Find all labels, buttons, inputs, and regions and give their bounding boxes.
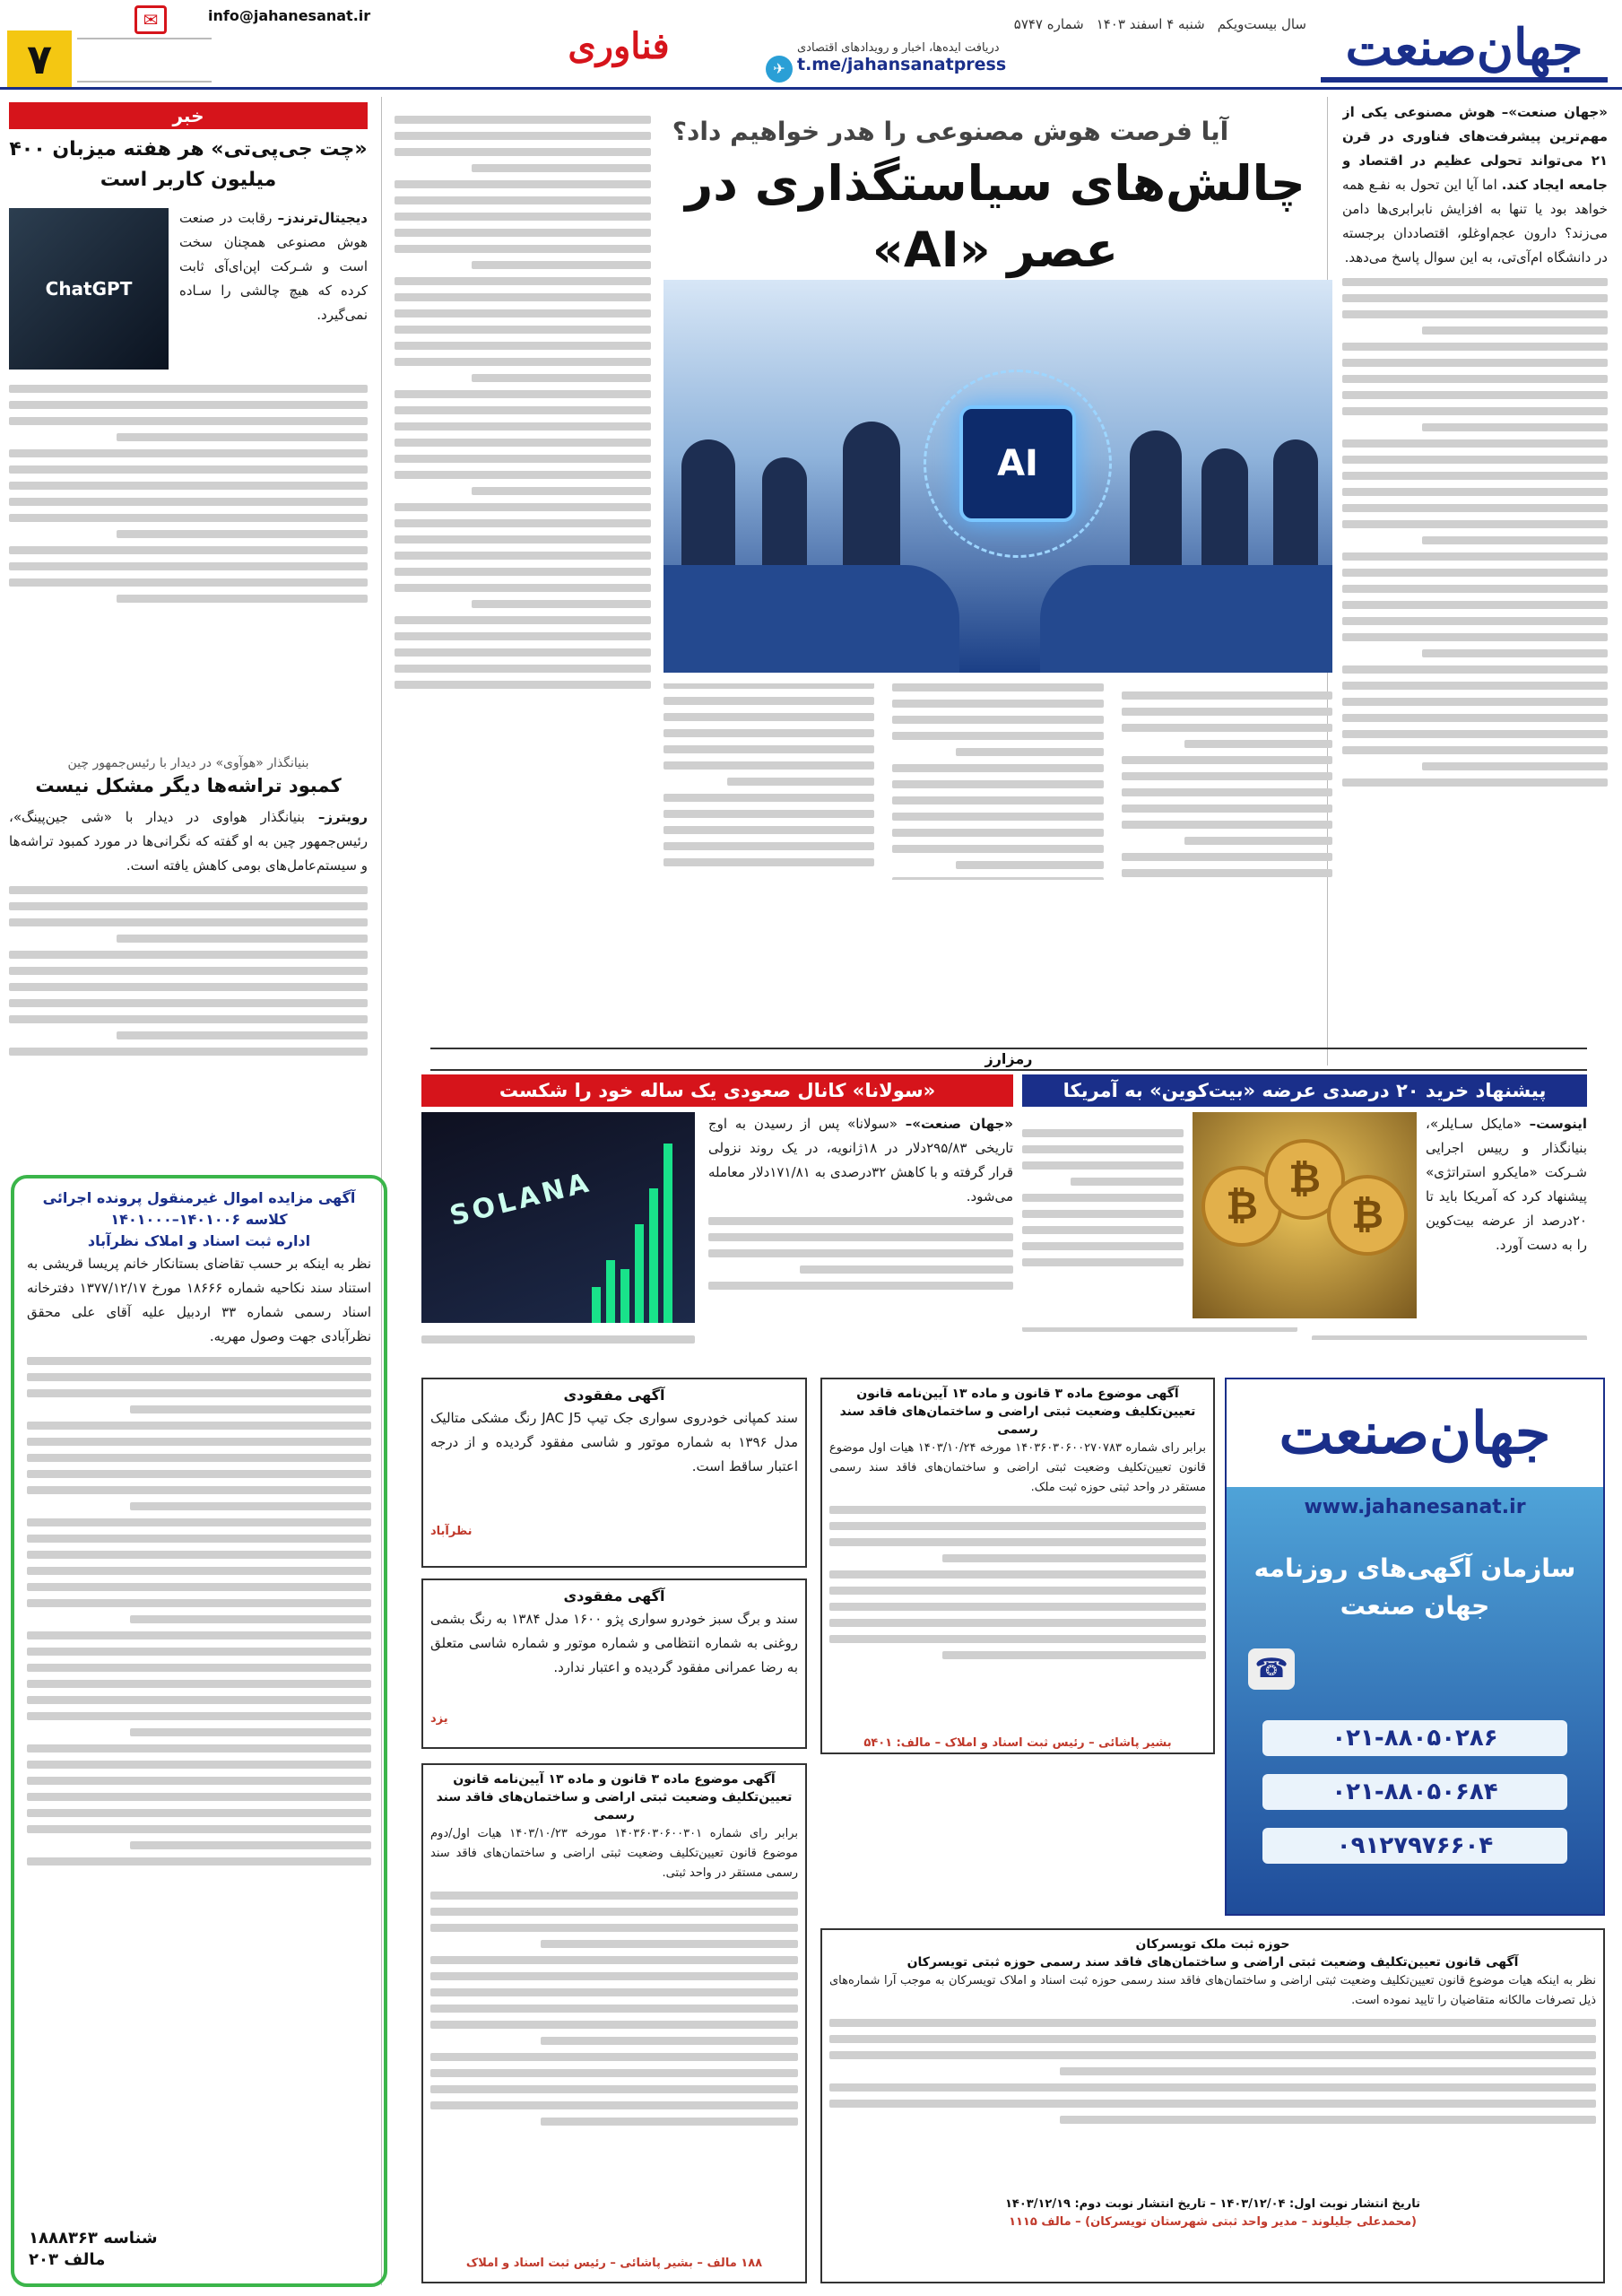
lead-body: اما آیا این تحول به نفـع همه خواهد بود یا تنها به افزایش نابرابری‌ها دامن می‌زند؟ دارون عجم‌اوغلو، اقتصاددان برجسته در دانشگاه ام‌آی‌تی، به این سوال پاسخ می‌دهد. bbox=[1342, 177, 1608, 265]
law-notice-1-signature: بشیر پاشائی – رئیس ثبت اسناد و املاک – مالف: ۵۴۰۱ bbox=[863, 1736, 1172, 1750]
auction-ad-body bbox=[27, 1252, 371, 2203]
ai-hero-image bbox=[664, 280, 1332, 673]
story-kicker: آیا فرصت هوش مصنوعی را هدر خواهیم داد؟ bbox=[672, 117, 1229, 146]
issue-year: سال بیست‌ویکم bbox=[1217, 16, 1306, 32]
law-notice-2-signature: ۱۸۸ مالف – بشیر پاشائی – رئیس ثبت اسناد و املاک bbox=[465, 2257, 763, 2270]
solana-lead bbox=[708, 1112, 1013, 1363]
story-headline: چالش‌های سیاستگذاری در عصر «AI» bbox=[685, 155, 1305, 278]
solana-lead-text: «سولانا» پس از رسیدن به اوج تاریخی ۲۹۵/۸۳دلار در ۱۸ژانویه، در یک روند نزولی قرار گرفته و با کاهش ۳۲درصدی به ۱۷۱/۸۱دلار معامله می‌شود. bbox=[708, 1116, 1013, 1205]
issue-number: شماره ۵۷۴۷ bbox=[1013, 16, 1084, 32]
page-number: ۷ bbox=[7, 30, 72, 88]
law-notice-2-text: برابر رای شماره ۱۴۰۳۶۰۳۰۶۰۰۳۰۱ مورخه ۱۴۰۳/۱۰/۲۳ هیات اول/دوم موضوع قانون تعیین‌تکلیف وضعیت ثبتی اراضی و ساختمان‌های فاقد سند رسمی مستقر در واحد ثبتی. bbox=[430, 1827, 798, 1880]
mail-icon: ✉ bbox=[134, 5, 167, 34]
lost-notice-2-body: سند و برگ سبز خودرو سواری پژو ۱۶۰۰ مدل ۱۳۸۴ به رنگ بشمی روغنی به شماره انتظامی و شماره موتور و شماره شاسی متعلق به رضا عمرانی مفقود گردیده و اعتبار ندارد. bbox=[430, 1611, 798, 1675]
lost-notice-1-body: سند کمپانی خودروی سواری جک تیپ JAC J5 رنگ مشکی متالیک مدل ۱۳۹۶ به شماره موتور و شاسی مفقود گردیده و از درجه اعتبار ساقط است. bbox=[430, 1410, 798, 1474]
lead-intro: «جهان صنعت»– هوش مصنوعی یکی از مهم‌ترین پیشرفت‌های فناوری در قرن ۲۱ می‌تواند تحولی عظیم در اقتصاد و جامعه ایجاد کند. bbox=[1342, 104, 1608, 193]
news-subtitle: بنیانگذار «هوآوی» در دیدار با رئیس‌جمهور چین bbox=[67, 756, 309, 770]
auction-ad-title: آگهی مزایده اموال غیرمنقول پرونده اجرائی کلاسه ۱۴۰۱۰۰۶–۱۴۰۱۰۰۰ bbox=[42, 1189, 356, 1228]
auction-ad-code bbox=[29, 2228, 158, 2271]
bitcoin-body-2 bbox=[1022, 1121, 1184, 1363]
news-lead bbox=[179, 206, 368, 373]
news-source-2: رویترز– bbox=[317, 809, 368, 825]
auction-ad bbox=[11, 1175, 387, 2287]
telegram-link[interactable]: t.me/jahansanatpress bbox=[797, 55, 1007, 74]
circuit-decoration bbox=[77, 38, 212, 83]
law-notice-2-title: آگهی موضوع ماده ۳ قانون و ماده ۱۳ آیین‌نامه قانون تعیین‌تکلیف وضعیت ثبتی اراضی و ساختمان‌های فاقد سند رسمی bbox=[436, 1772, 793, 1822]
phone-icon: ☎ bbox=[1248, 1648, 1295, 1690]
solana-chart-image bbox=[421, 1112, 695, 1323]
ai-chip-icon: AI bbox=[959, 405, 1076, 522]
promo-phone-3[interactable]: ۰۹۱۲۷۹۷۶۶۰۴ bbox=[1262, 1828, 1567, 1864]
masthead-divider bbox=[0, 87, 1622, 90]
law-notice-1-body bbox=[829, 1439, 1206, 1735]
auction-ad-text: نظر به اینکه بر حسب تقاضای بستانکار خانم پریسا قریشی به استناد سند نکاحیه شماره ۱۸۶۶۶ مورخ ۱۳۷۷/۱۲/۱۷ دفترخانه اسناد رسمی شماره ۳۳ اردبیل علیه آقای علی محقق نظرآبادی جهت وصول مهریه. bbox=[27, 1256, 371, 1344]
news-header: خبر bbox=[9, 102, 368, 129]
story-body bbox=[664, 683, 1332, 1042]
auction-ad-mulf: مالف ۲۰۳ bbox=[29, 2250, 106, 2269]
bitcoin-headline: پیشنهاد خرید ۲۰ درصدی عرضه «بیت‌کوین» به آمریکا bbox=[1022, 1074, 1587, 1107]
issue-meta bbox=[930, 16, 1306, 36]
news-lead-text: رقابت در صنعت هوش مصنوعی همچنان سخت است و شـرکت اپن‌ای‌آی ثابت کرده که هیچ چالشی را سـاده نمی‌گیرد. bbox=[179, 210, 368, 323]
bitcoin-icon: ₿ bbox=[1264, 1139, 1345, 1220]
tuyserkan-dates: تاریخ انتشار نوبت اول: ۱۴۰۳/۱۲/۰۴ – تاریخ انتشار نوبت دوم: ۱۴۰۳/۱۲/۱۹ bbox=[1004, 2197, 1421, 2211]
bitcoin-source: اینوست– bbox=[1529, 1116, 1587, 1132]
law-notice-1-text: برابر رای شماره ۱۴۰۳۶۰۳۰۶۰۰۲۷۰۷۸۳ مورخه ۱۴۰۳/۱۰/۲۴ هیات اول موضوع قانون تعیین‌تکلیف وضعیت ثبتی اراضی و ساختمان‌های فاقد سند رسمی مستقر در واحد ثبتی حوزه ثبت ملک. bbox=[829, 1441, 1206, 1494]
promo-org: سازمان آگهی‌های روزنامه جهان صنعت bbox=[1253, 1553, 1576, 1621]
chatgpt-image: ChatGPT bbox=[9, 208, 169, 370]
section-title: فناوری bbox=[568, 25, 670, 67]
law-notice-1-title: آگهی موضوع ماده ۳ قانون و ماده ۱۳ آیین‌نامه قانون تعیین‌تکلیف وضعیت ثبتی اراضی و ساختمان‌های فاقد سند رسمی bbox=[839, 1387, 1196, 1437]
promo-logo: جهان‌صنعت bbox=[1279, 1400, 1551, 1467]
auction-ad-subtitle: اداره ثبت اسناد و املاک نظرآباد bbox=[87, 1232, 311, 1249]
law-notice-1 bbox=[820, 1378, 1215, 1754]
lost-notice-2-city: یزد bbox=[430, 1712, 448, 1726]
lead-column bbox=[1342, 100, 1608, 1083]
news-lead-2: بنیانگذار هواوی در دیدار با «شی جین‌پینگ»، رئیس‌جمهور چین به او گفته که نگرانی‌ها در مورد کمبود تراشه‌ها و سیستم‌عامل‌های بومی کاهش یافته است. bbox=[9, 809, 368, 874]
telegram-promo bbox=[797, 41, 1007, 74]
lost-notice-1-title: آگهی مفقودی bbox=[563, 1387, 665, 1404]
telegram-label: دریافت ایده‌ها، اخبار و رویدادهای اقتصادی bbox=[797, 41, 1000, 55]
promo-phone-2[interactable]: ۰۲۱-۸۸۰۵۰۶۸۴ bbox=[1262, 1774, 1567, 1810]
law-notice-2 bbox=[421, 1763, 807, 2283]
bitcoin-coins-image bbox=[1193, 1112, 1417, 1318]
contact-email[interactable]: info@jahanesanat.ir bbox=[208, 7, 371, 24]
bitcoin-lead bbox=[1426, 1112, 1587, 1336]
news-title-2: کمبود تراشه‌ها دیگر مشکل نیست bbox=[35, 775, 342, 796]
solana-logo: SOLANA bbox=[447, 1166, 595, 1233]
tuyserkan-header: حوزه ثبت ملک تویسرکان bbox=[1135, 1937, 1290, 1952]
tuyserkan-text: نظر به اینکه هیات موضوع قانون تعیین‌تکلیف وضعیت ثبتی اراضی و ساختمان‌های فاقد سند رسمی حوزه ثبت اسناد و املاک تویسرکان به موجب آرا شماره‌های ذیل تصرفات مالکانه متقاضیان را تایید نموده است. bbox=[829, 1974, 1596, 2007]
auction-ad-code-label: شناسه bbox=[103, 2229, 158, 2248]
solana-body bbox=[421, 1327, 695, 1363]
solana-source: «جهان صنعت»– bbox=[905, 1116, 1013, 1132]
news-body-2 bbox=[9, 805, 368, 1164]
bitcoin-lead-text: «مایکل سـایلر»، بنیانگذار و رییس اجرایی شـرکت «مایکرو استراتژی» پیشنهاد کرد که آمریکا باید تا ۲۰درصد از عرضه بیت‌کوین را به دست آورد. bbox=[1426, 1116, 1587, 1253]
lost-notice-1-city: نظرآباد bbox=[430, 1525, 473, 1538]
tuyserkan-signature: (محمدعلی جلیلوند – مدیر واحد ثبتی شهرستان تویسرکان) – مالف ۱۱۱۵ bbox=[1009, 2215, 1417, 2229]
lost-notice-1 bbox=[421, 1378, 807, 1568]
ad-agency-promo bbox=[1225, 1378, 1605, 1916]
auction-ad-code-value: ۱۸۸۸۳۶۳ bbox=[29, 2229, 98, 2248]
news-title: «چت جی‌پی‌تی» هر هفته میزبان ۴۰۰ میلیون کاربر است bbox=[9, 138, 368, 191]
story-column-left bbox=[395, 108, 651, 1040]
news-body bbox=[9, 377, 368, 740]
news-source: دیجیتال‌ترندز– bbox=[277, 210, 368, 226]
crypto-band: رمزارز bbox=[430, 1048, 1587, 1071]
lost-notice-2 bbox=[421, 1578, 807, 1749]
solana-headline: «سولانا» کانال صعودی یک ساله خود را شکست bbox=[421, 1074, 1013, 1107]
law-notice-2-body bbox=[430, 1824, 798, 2255]
bitcoin-icon: ₿ bbox=[1201, 1166, 1282, 1247]
lost-notice-2-title: آگهی مفقودی bbox=[563, 1587, 665, 1605]
tuyserkan-notice bbox=[820, 1928, 1605, 2283]
promo-url[interactable]: www.jahanesanat.ir bbox=[1304, 1496, 1526, 1518]
issue-date: شنبه ۴ اسفند ۱۴۰۳ bbox=[1096, 16, 1205, 32]
newspaper-logo: جهان‌صنعت bbox=[1321, 13, 1608, 83]
promo-phone-1[interactable]: ۰۲۱-۸۸۰۵۰۲۸۶ bbox=[1262, 1720, 1567, 1756]
bitcoin-icon: ₿ bbox=[1327, 1175, 1408, 1256]
telegram-icon[interactable]: ✈ bbox=[766, 56, 793, 83]
tuyserkan-title: آگهی قانون تعیین‌تکلیف وضعیت ثبتی اراضی و ساختمان‌های فاقد سند رسمی حوزه ثبتی تویسرکان bbox=[906, 1955, 1519, 1970]
tuyserkan-body bbox=[829, 1971, 1596, 2196]
